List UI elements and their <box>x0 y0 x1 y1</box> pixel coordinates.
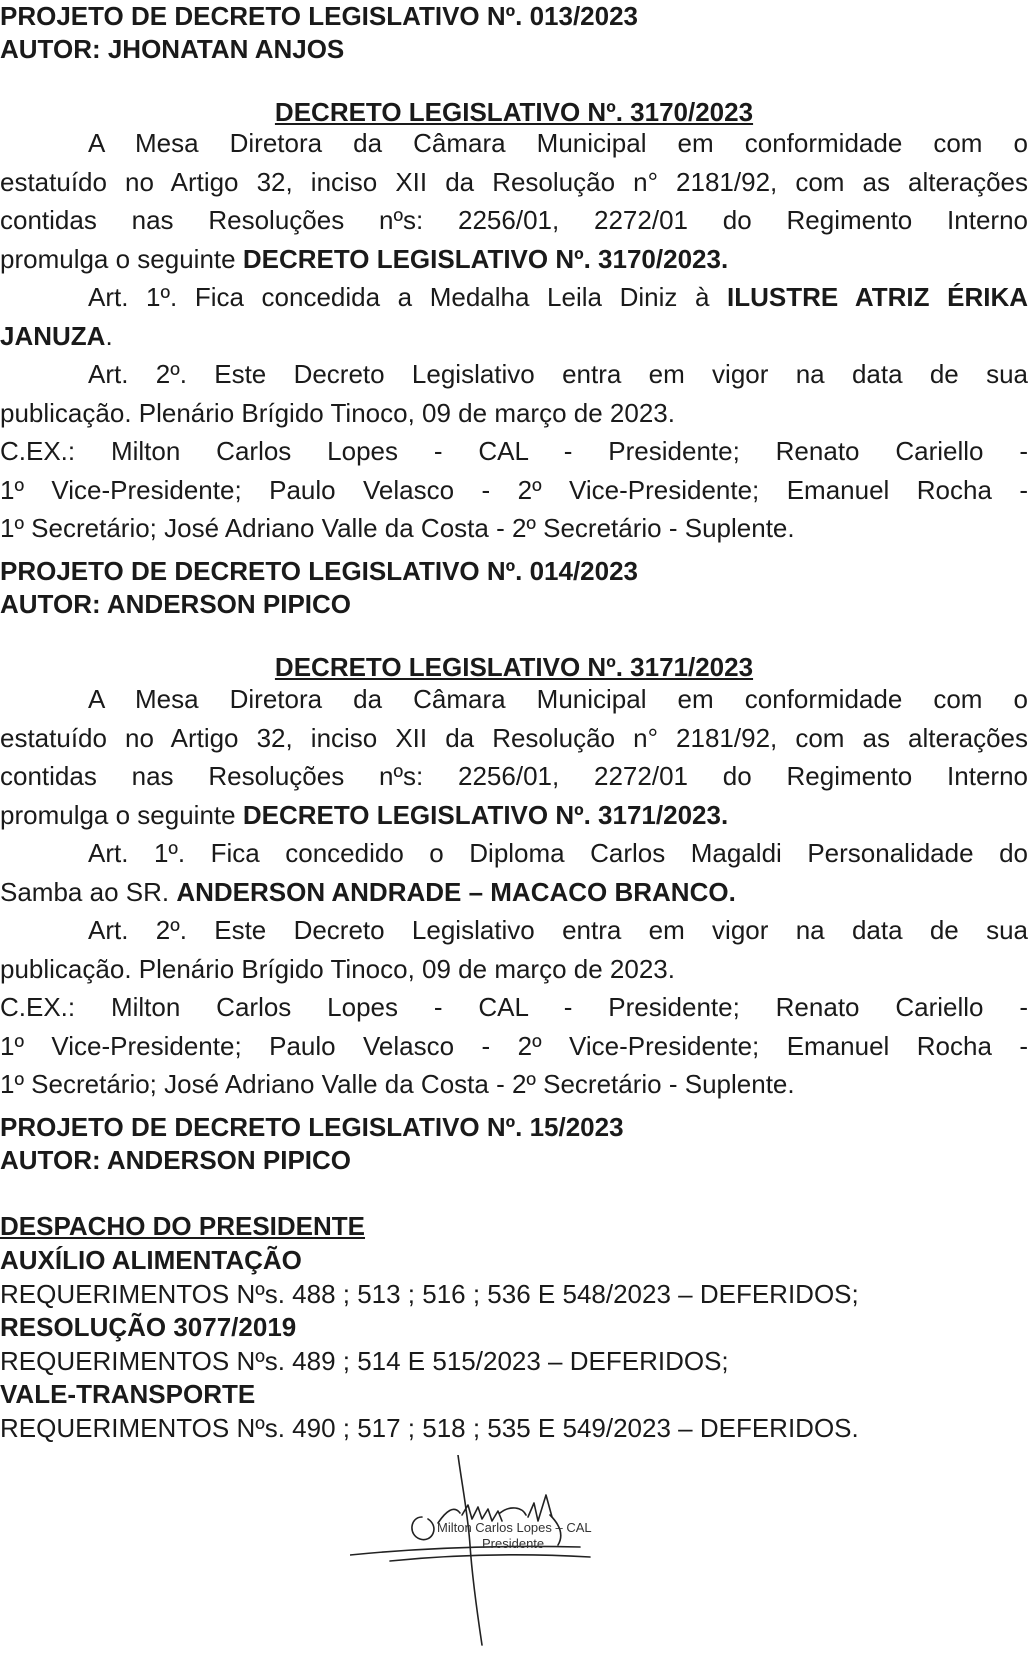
honoree-name: JANUZA <box>0 320 106 351</box>
project-heading-013: PROJETO DE DECRETO LEGISLATIVO Nº. 013/2023 <box>0 1 639 31</box>
despacho-title: DESPACHO DO PRESIDENTE <box>0 1211 366 1241</box>
article-2-line: publicação. Plenário Brígido Tinoco, 09 de março de 2023. <box>0 953 675 984</box>
decree-title-3171: DECRETO LEGISLATIVO Nº. 3171/2023 <box>274 652 754 682</box>
decree-title-3170: DECRETO LEGISLATIVO Nº. 3170/2023 <box>274 97 754 127</box>
section-text-resolucao: REQUERIMENTOS Nºs. 489 ; 514 E 515/2023 – DEFERIDOS; <box>0 1346 729 1376</box>
intro-line <box>0 240 1028 279</box>
article-1-text: Art. 1º. Fica concedida a Medalha Leila Diniz à <box>88 282 728 312</box>
intro-text: promulga o seguinte <box>0 799 243 830</box>
article-2-line: publicação. Plenário Brígido Tinoco, 09 de março de 2023. <box>0 397 675 428</box>
intro-line: A Mesa Diretora da Câmara Municipal em conformidade com o <box>88 128 1028 158</box>
intro-line: estatuído no Artigo 32, inciso XII da Resolução n° 2181/92, com as alterações <box>0 166 1028 197</box>
cex-line: C.EX.: Milton Carlos Lopes - CAL - Presidente; Renato Cariello - <box>0 992 1028 1022</box>
signature-name: Milton Carlos Lopes – CAL <box>437 1520 592 1535</box>
author-heading-013: AUTOR: JHONATAN ANJOS <box>0 34 345 64</box>
intro-decree-ref: DECRETO LEGISLATIVO Nº. 3170/2023. <box>242 243 729 274</box>
intro-text: promulga o seguinte <box>0 243 243 274</box>
decree-body-3170 <box>0 124 1028 548</box>
section-title-auxilio: AUXÍLIO ALIMENTAÇÃO <box>0 1245 302 1275</box>
article-1-line <box>0 278 1028 317</box>
section-title-vale: VALE-TRANSPORTE <box>0 1379 256 1409</box>
intro-line: estatuído no Artigo 32, inciso XII da Resolução n° 2181/92, com as alterações <box>0 722 1028 753</box>
section-text-auxilio: REQUERIMENTOS Nºs. 488 ; 513 ; 516 ; 536 E 548/2023 – DEFERIDOS; <box>0 1279 859 1309</box>
author-heading-014: AUTOR: ANDERSON PIPICO <box>0 589 352 619</box>
project-heading-014: PROJETO DE DECRETO LEGISLATIVO Nº. 014/2023 <box>0 556 639 586</box>
article-1-text: Samba ao SR. <box>0 876 177 907</box>
project-heading-015: PROJETO DE DECRETO LEGISLATIVO Nº. 15/2023 <box>0 1112 624 1142</box>
honoree-name: ANDERSON ANDRADE – MACACO BRANCO. <box>176 876 736 907</box>
section-title-resolucao: RESOLUÇÃO 3077/2019 <box>0 1312 297 1342</box>
article-1-text: . <box>105 320 113 351</box>
intro-decree-ref: DECRETO LEGISLATIVO Nº. 3171/2023. <box>242 799 729 830</box>
article-1-line <box>0 317 1028 356</box>
handwritten-signature <box>350 1455 630 1650</box>
intro-line: contidas nas Resoluções nºs: 2256/01, 2272/01 do Regimento Interno <box>0 761 1028 791</box>
article-1-line <box>0 873 1028 912</box>
honoree-name: ILUSTRE ATRIZ ÉRIKA <box>727 282 1029 312</box>
article-2-line: Art. 2º. Este Decreto Legislativo entra em vigor na data de sua <box>88 359 1028 389</box>
signature-role: Presidente <box>482 1536 545 1551</box>
article-2-line: Art. 2º. Este Decreto Legislativo entra em vigor na data de sua <box>88 915 1028 945</box>
section-text-vale: REQUERIMENTOS Nºs. 490 ; 517 ; 518 ; 535 E 549/2023 – DEFERIDOS. <box>0 1413 859 1443</box>
cex-line: 1º Vice-Presidente; Paulo Velasco - 2º Vice-Presidente; Emanuel Rocha - <box>0 1030 1028 1061</box>
cex-line: C.EX.: Milton Carlos Lopes - CAL - Presidente; Renato Cariello - <box>0 436 1028 466</box>
cex-line: 1º Secretário; José Adriano Valle da Costa - 2º Secretário - Suplente. <box>0 513 795 543</box>
cex-line: 1º Secretário; José Adriano Valle da Costa - 2º Secretário - Suplente. <box>0 1069 795 1099</box>
article-1-line: Art. 1º. Fica concedido o Diploma Carlos Magaldi Personalidade do <box>88 838 1028 868</box>
intro-line: contidas nas Resoluções nºs: 2256/01, 2272/01 do Regimento Interno <box>0 205 1028 235</box>
decree-body-3171 <box>0 680 1028 1104</box>
author-heading-015: AUTOR: ANDERSON PIPICO <box>0 1145 352 1175</box>
intro-line: A Mesa Diretora da Câmara Municipal em conformidade com o <box>88 684 1028 714</box>
intro-line <box>0 796 1028 835</box>
cex-line: 1º Vice-Presidente; Paulo Velasco - 2º Vice-Presidente; Emanuel Rocha - <box>0 474 1028 505</box>
